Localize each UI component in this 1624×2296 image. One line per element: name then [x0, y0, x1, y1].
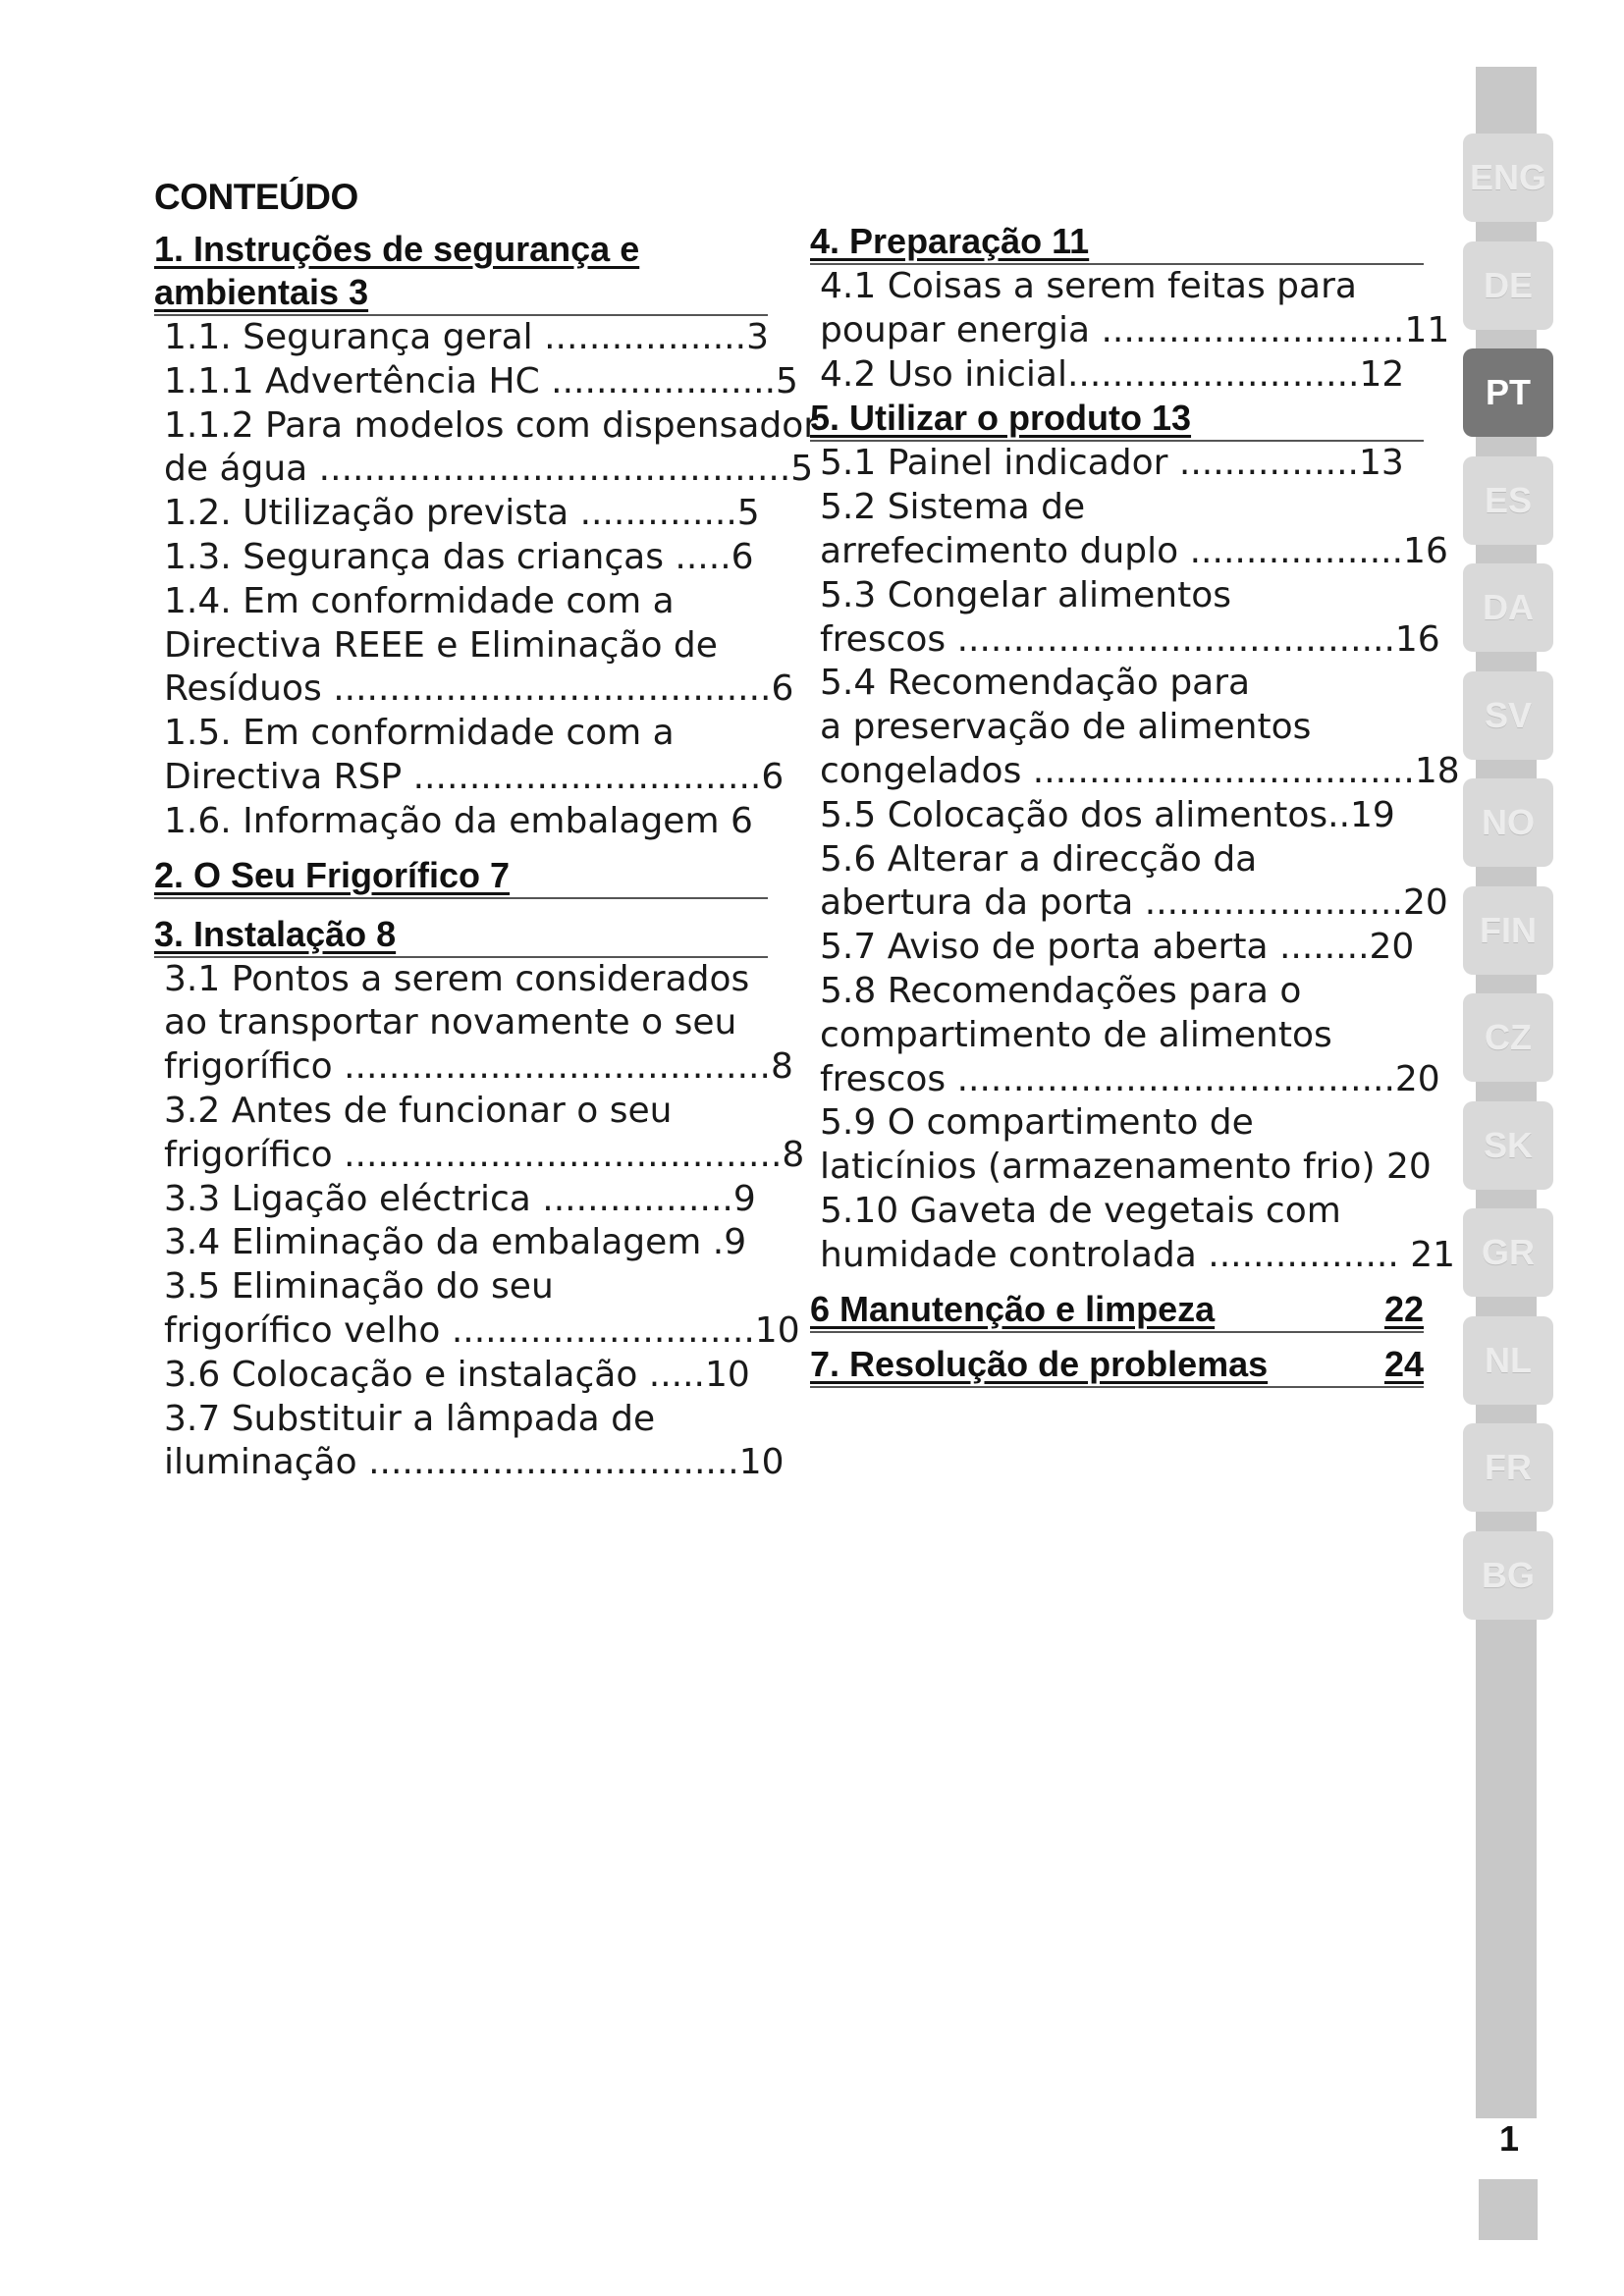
- toc-section-1[interactable]: [154, 228, 768, 316]
- toc-item[interactable]: de água ..........................................5: [164, 449, 814, 490]
- toc-item[interactable]: frigorífico ......................................8: [164, 1046, 793, 1088]
- toc-section-5[interactable]: 5. Utilizar o produto 13: [810, 397, 1424, 442]
- toc-item[interactable]: iluminação .................................10: [164, 1442, 785, 1483]
- language-tab-es[interactable]: ES: [1463, 456, 1553, 545]
- toc-item[interactable]: 5.5 Colocação dos alimentos..19: [820, 794, 1395, 835]
- toc-section-7[interactable]: 7. Resolução de problemas 24: [810, 1343, 1424, 1388]
- language-tab-bg[interactable]: BG: [1463, 1531, 1553, 1620]
- toc-item[interactable]: 1.1. Segurança geral ..................3: [164, 317, 769, 357]
- toc-item[interactable]: ao transportar novamente o seu: [164, 1002, 737, 1043]
- toc-item[interactable]: Directiva RSP ...............................6: [164, 756, 785, 797]
- toc-item[interactable]: 3.5 Eliminação do seu: [164, 1266, 554, 1308]
- toc-item[interactable]: a preservação de alimentos: [820, 707, 1312, 748]
- toc-section-1-items: [154, 316, 819, 844]
- toc-section-4-items: [810, 265, 1450, 397]
- toc-item[interactable]: 1.1.2 Para modelos com dispensador: [164, 404, 819, 446]
- toc-item[interactable]: 1.1.1 Advertência HC ....................5: [164, 360, 798, 401]
- toc-item[interactable]: frescos .......................................16: [820, 618, 1440, 660]
- toc-section-6[interactable]: 6 Manutenção e limpeza 22: [810, 1288, 1424, 1333]
- footer-block: [1479, 2179, 1538, 2240]
- toc-section-6-page: 22: [1383, 1288, 1424, 1329]
- toc-section-3-items: [154, 958, 805, 1486]
- toc-item[interactable]: 1.2. Utilização prevista ..............5: [164, 493, 760, 534]
- toc-item[interactable]: 4.2 Uso inicial..........................12: [820, 353, 1405, 395]
- toc-section-7-page: 24: [1383, 1343, 1424, 1384]
- toc-item[interactable]: 3.2 Antes de funcionar o seu: [164, 1090, 673, 1131]
- language-tab-da[interactable]: DA: [1463, 563, 1553, 652]
- toc-section-1-line1: 1. Instruções de segurança e: [154, 229, 640, 269]
- toc-item[interactable]: 1.4. Em conformidade com a: [164, 580, 675, 621]
- toc-section-2[interactable]: 2. O Seu Frigorífico 7: [154, 854, 768, 899]
- page-number: 1: [1498, 2118, 1520, 2159]
- toc-item[interactable]: Resíduos .......................................6: [164, 668, 794, 710]
- toc-item[interactable]: frigorífico velho ...........................10: [164, 1309, 800, 1351]
- toc-section-5-items: [810, 442, 1460, 1277]
- language-tab-pt[interactable]: PT: [1463, 348, 1553, 437]
- toc-item[interactable]: 3.1 Pontos a serem considerados: [164, 958, 750, 999]
- toc-section-1-line2: ambientais 3: [154, 271, 768, 316]
- toc-item[interactable]: 5.3 Congelar alimentos: [820, 574, 1231, 615]
- toc-item[interactable]: Directiva REEE e Eliminação de: [164, 624, 718, 666]
- toc-item[interactable]: poupar energia ...........................11: [820, 309, 1450, 350]
- toc-item[interactable]: frescos .......................................20: [820, 1058, 1440, 1099]
- language-tab-cz[interactable]: CZ: [1463, 993, 1553, 1082]
- language-tab-sk[interactable]: SK: [1463, 1101, 1553, 1190]
- language-tab-de[interactable]: DE: [1463, 241, 1553, 330]
- toc-item[interactable]: abertura da porta .......................20: [820, 882, 1448, 924]
- toc-item[interactable]: 5.2 Sistema de: [820, 487, 1086, 528]
- language-tab-fr[interactable]: FR: [1463, 1423, 1553, 1512]
- toc-item[interactable]: 5.10 Gaveta de vegetais com: [820, 1190, 1341, 1231]
- toc-item[interactable]: 5.9 O compartimento de: [820, 1102, 1254, 1144]
- toc-item[interactable]: congelados ..................................18: [820, 750, 1460, 791]
- toc-item[interactable]: 5.4 Recomendação para: [820, 663, 1251, 704]
- toc-item[interactable]: 1.6. Informação da embalagem 6: [164, 800, 753, 841]
- toc-right-column: [810, 220, 1460, 1388]
- toc-item[interactable]: 1.3. Segurança das crianças .....6: [164, 536, 754, 577]
- language-tab-sv[interactable]: SV: [1463, 671, 1553, 760]
- language-tab-nl[interactable]: NL: [1463, 1316, 1553, 1405]
- toc-item[interactable]: humidade controlada ................. 21: [820, 1234, 1456, 1275]
- page-title: CONTEÚDO: [154, 177, 358, 217]
- toc-item[interactable]: 5.6 Alterar a direcção da: [820, 838, 1258, 880]
- toc-item[interactable]: laticínios (armazenamento frio) 20: [820, 1147, 1432, 1188]
- toc-item[interactable]: frigorífico .......................................8: [164, 1134, 805, 1175]
- toc-item[interactable]: 5.8 Recomendações para o: [820, 970, 1302, 1011]
- language-tab-eng[interactable]: ENG: [1463, 133, 1553, 222]
- toc-item[interactable]: 5.1 Painel indicador ................13: [820, 443, 1404, 484]
- toc-item[interactable]: 3.4 Eliminação da embalagem .9: [164, 1222, 747, 1263]
- toc-left-column: [154, 228, 819, 1485]
- toc-item[interactable]: compartimento de alimentos: [820, 1014, 1332, 1055]
- toc-item[interactable]: 4.1 Coisas a serem feitas para: [820, 266, 1357, 306]
- toc-item[interactable]: 3.7 Substituir a lâmpada de: [164, 1398, 656, 1439]
- language-tab-gr[interactable]: GR: [1463, 1208, 1553, 1297]
- toc-item[interactable]: 1.5. Em conformidade com a: [164, 713, 675, 754]
- toc-item[interactable]: 3.6 Colocação e instalação .....10: [164, 1354, 750, 1395]
- toc-item[interactable]: 5.7 Aviso de porta aberta ........20: [820, 927, 1415, 968]
- toc-item[interactable]: arrefecimento duplo ...................16: [820, 530, 1448, 571]
- toc-section-3[interactable]: 3. Instalação 8: [154, 913, 768, 958]
- toc-section-4[interactable]: 4. Preparação 11: [810, 220, 1424, 265]
- language-tab-no[interactable]: NO: [1463, 778, 1553, 867]
- toc-item[interactable]: 3.3 Ligação eléctrica .................9: [164, 1178, 756, 1219]
- language-tab-fin[interactable]: FIN: [1463, 886, 1553, 975]
